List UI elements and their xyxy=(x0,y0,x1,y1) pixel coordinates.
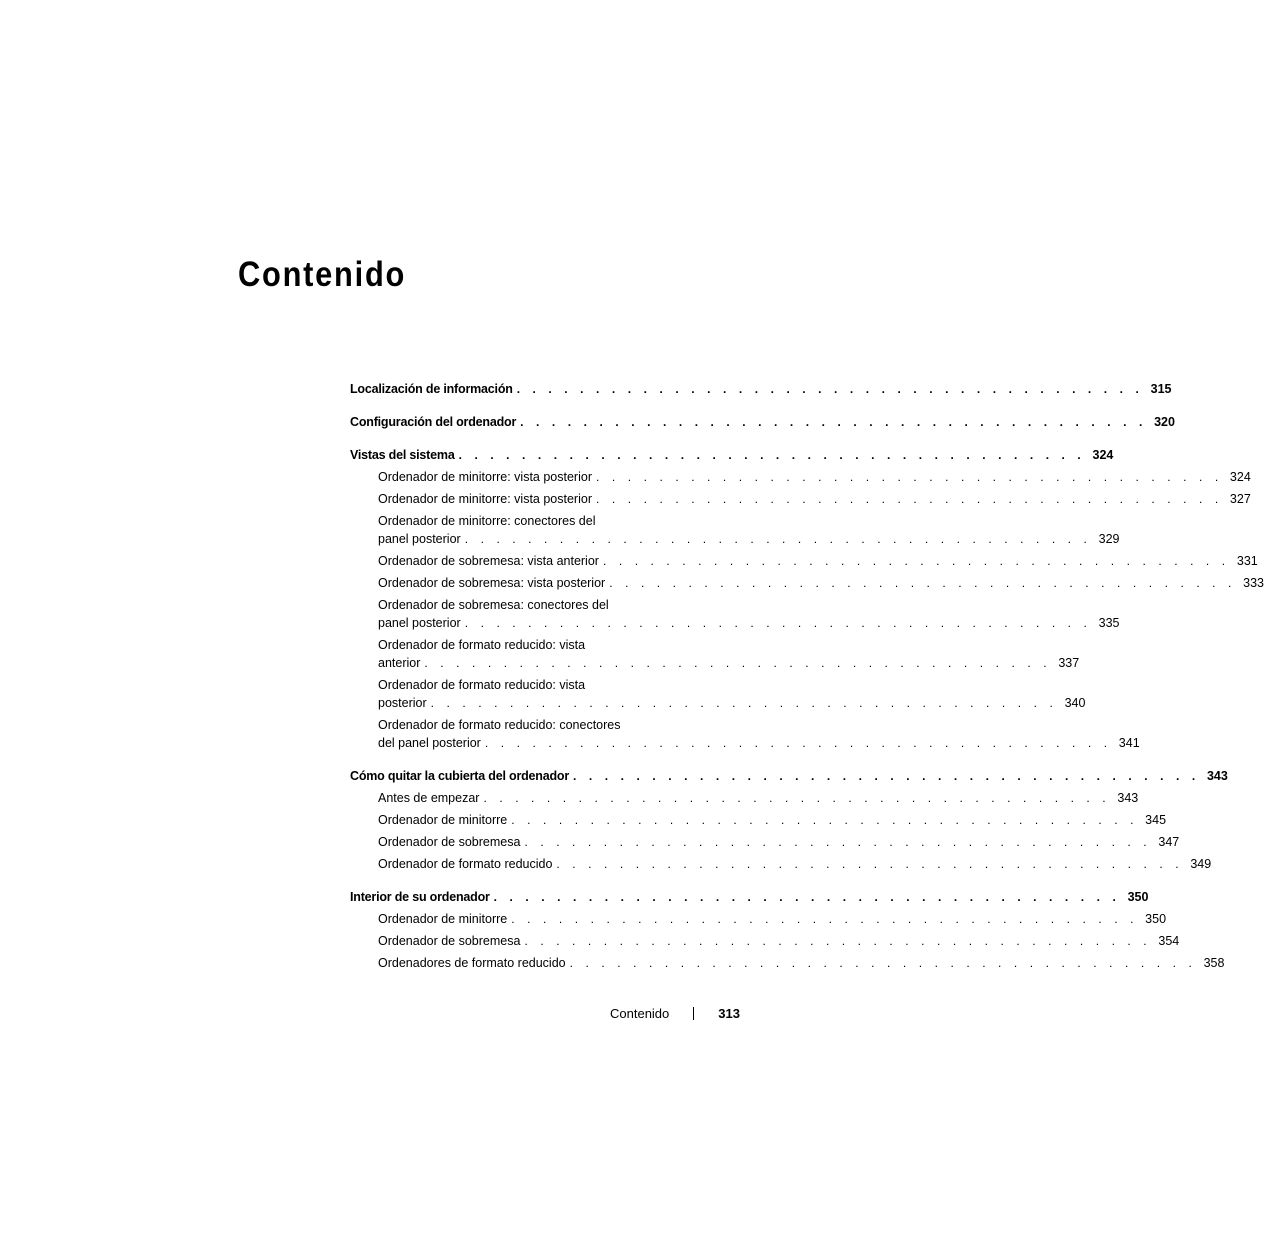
dot-leader: . . . . . . . . . . . . . . . . . . . . . . . . . . . . . . . . . . . . . . . . xyxy=(573,769,1200,783)
toc-subentry-label[interactable]: Ordenador de sobremesa xyxy=(378,835,521,849)
toc-section-heading-page-number[interactable]: 350 xyxy=(1127,890,1149,904)
dot-leader: . . . . . . . . . . . . . . . . . . . . . . . . . . . . . . . . . . . . . . . . xyxy=(430,696,1058,710)
toc-subentry-row[interactable] xyxy=(378,932,1180,950)
toc-subentry-label[interactable]: Ordenadores de formato reducido xyxy=(378,956,566,970)
toc-subentry-label[interactable]: Ordenador de sobremesa xyxy=(378,934,521,948)
toc-subentry-row[interactable] xyxy=(378,654,1080,672)
toc-subentry-row[interactable] xyxy=(378,811,1167,829)
dot-leader: . . . . . . . . . . . . . . . . . . . . . . . . . . . . . . . . . . . . . . . . xyxy=(484,736,1112,750)
page-footer xyxy=(610,1006,740,1021)
dot-leader: . . . . . . . . . . . . . . . . . . . . . . . . . . . . . . . . . . . . . . . . xyxy=(458,448,1086,462)
toc-subentry-page-number[interactable]: 329 xyxy=(1098,532,1120,546)
toc-subentry-page-number[interactable]: 358 xyxy=(1203,956,1225,970)
toc-subentry-row[interactable] xyxy=(378,552,1258,570)
toc-subentry-page-number[interactable]: 343 xyxy=(1117,791,1139,805)
toc-section-heading-row[interactable] xyxy=(350,446,1114,464)
toc-section-heading-page-number[interactable]: 324 xyxy=(1092,448,1114,462)
toc-subentry-row[interactable] xyxy=(378,734,1140,752)
toc-subentry-page-number[interactable]: 349 xyxy=(1190,857,1212,871)
dot-leader: . . . . . . . . . . . . . . . . . . . . . . . . . . . . . . . . . . . . . . . . xyxy=(464,532,1092,546)
toc-subentry xyxy=(378,811,1167,829)
toc-section-heading-page-number[interactable]: 320 xyxy=(1154,415,1175,429)
toc-subentry-label[interactable]: anterior xyxy=(378,656,421,670)
footer-divider xyxy=(693,1007,694,1020)
toc-subentry-first-line[interactable]: Ordenador de sobremesa: conectores del xyxy=(378,598,609,612)
toc-subentry-list xyxy=(350,910,1225,972)
toc-subentry-row[interactable] xyxy=(378,468,1251,486)
toc-subentry-label[interactable]: del panel posterior xyxy=(378,736,481,750)
toc-subentry xyxy=(378,716,1140,752)
toc-section-heading-label[interactable]: Configuración del ordenador xyxy=(350,415,517,429)
toc-subentry xyxy=(378,855,1212,873)
toc-subentry-label[interactable]: Ordenador de formato reducido xyxy=(378,857,553,871)
toc-subentry-row[interactable] xyxy=(378,789,1139,807)
toc-subentry-row[interactable] xyxy=(378,910,1167,928)
toc-subentry-label[interactable]: panel posterior xyxy=(378,616,461,630)
toc-subentry-page-number[interactable]: 335 xyxy=(1098,616,1120,630)
toc-subentry xyxy=(378,490,1251,508)
toc-subentry-page-number[interactable]: 327 xyxy=(1229,492,1251,506)
dot-leader: . . . . . . . . . . . . . . . . . . . . . . . . . . . . . . . . . . . . . . . . xyxy=(595,470,1223,484)
toc-subentry-row[interactable] xyxy=(378,614,1120,632)
toc-subentry-first-line[interactable]: Ordenador de minitorre: conectores del xyxy=(378,514,596,528)
toc-section-heading-row[interactable] xyxy=(350,380,1172,398)
dot-leader: . . . . . . . . . . . . . . . . . . . . . . . . . . . . . . . . . . . . . . . . xyxy=(520,415,1147,429)
dot-leader: . . . . . . . . . . . . . . . . . . . . . . . . . . . . . . . . . . . . . . . . xyxy=(524,835,1152,849)
toc-subentry-page-number[interactable]: 331 xyxy=(1236,554,1258,568)
toc-subentry xyxy=(378,932,1180,950)
toc-subentry-page-number[interactable]: 345 xyxy=(1145,813,1167,827)
toc-subentry-list xyxy=(350,468,1264,752)
toc-section-heading-page-number[interactable]: 315 xyxy=(1150,382,1172,396)
toc-subentry xyxy=(378,954,1225,972)
toc-subentry-page-number[interactable]: 350 xyxy=(1145,912,1167,926)
footer-page-number: 313 xyxy=(718,1006,740,1021)
toc-subentry-first-line[interactable]: Ordenador de formato reducido: vista xyxy=(378,638,586,652)
dot-leader: . . . . . . . . . . . . . . . . . . . . . . . . . . . . . . . . . . . . . . . . xyxy=(602,554,1230,568)
toc-subentry-label[interactable]: Ordenador de minitorre: vista posterior xyxy=(378,492,592,506)
toc-section-heading-row[interactable] xyxy=(350,767,1228,785)
toc-subentry-page-number[interactable]: 341 xyxy=(1118,736,1140,750)
toc-subentry-row[interactable] xyxy=(378,574,1264,592)
table-of-contents xyxy=(350,380,1264,987)
toc-subentry-first-line[interactable]: Ordenador de formato reducido: conectores xyxy=(378,718,621,732)
toc-subentry-label[interactable]: Antes de empezar xyxy=(378,791,480,805)
toc-subentry xyxy=(378,596,1120,632)
toc-subentry-row[interactable] xyxy=(378,490,1251,508)
toc-section-heading-page-number[interactable]: 343 xyxy=(1206,769,1228,783)
dot-leader: . . . . . . . . . . . . . . . . . . . . . . . . . . . . . . . . . . . . . . . . xyxy=(609,576,1236,590)
dot-leader: . . . . . . . . . . . . . . . . . . . . . . . . . . . . . . . . . . . . . . . . xyxy=(595,492,1223,506)
toc-section xyxy=(350,767,1228,873)
toc-subentry xyxy=(378,468,1251,486)
toc-section xyxy=(350,380,1172,398)
toc-subentry-label[interactable]: posterior xyxy=(378,696,427,710)
toc-subentry-page-number[interactable]: 340 xyxy=(1064,696,1086,710)
toc-section-heading-label[interactable]: Localización de información xyxy=(350,382,513,396)
dot-leader: . . . . . . . . . . . . . . . . . . . . . . . . . . . . . . . . . . . . . . . . xyxy=(511,912,1139,926)
dot-leader: . . . . . . . . . . . . . . . . . . . . . . . . . . . . . . . . . . . . . . . . xyxy=(556,857,1184,871)
toc-subentry-page-number[interactable]: 354 xyxy=(1158,934,1180,948)
toc-subentry-row[interactable] xyxy=(378,833,1180,851)
toc-subentry-page-number[interactable]: 324 xyxy=(1229,470,1251,484)
toc-subentry xyxy=(378,512,1120,548)
dot-leader: . . . . . . . . . . . . . . . . . . . . . . . . . . . . . . . . . . . . . . . . xyxy=(464,616,1092,630)
toc-subentry-label[interactable]: Ordenador de sobremesa: vista posterior xyxy=(378,576,606,590)
toc-section-heading-label[interactable]: Interior de su ordenador xyxy=(350,890,490,904)
toc-subentry-list xyxy=(350,789,1212,873)
dot-leader: . . . . . . . . . . . . . . . . . . . . . . . . . . . . . . . . . . . . . . . . xyxy=(516,382,1144,396)
toc-subentry-label[interactable]: Ordenador de minitorre xyxy=(378,912,508,926)
dot-leader: . . . . . . . . . . . . . . . . . . . . . . . . . . . . . . . . . . . . . . . . xyxy=(524,934,1152,948)
toc-section xyxy=(350,888,1225,972)
dot-leader: . . . . . . . . . . . . . . . . . . . . . . . . . . . . . . . . . . . . . . . . xyxy=(511,813,1139,827)
toc-subentry xyxy=(378,552,1258,570)
dot-leader: . . . . . . . . . . . . . . . . . . . . . . . . . . . . . . . . . . . . . . . . xyxy=(483,791,1111,805)
toc-subentry-label[interactable]: Ordenador de minitorre xyxy=(378,813,508,827)
toc-subentry-label[interactable]: Ordenador de sobremesa: vista anterior xyxy=(378,554,599,568)
toc-section-heading-row[interactable] xyxy=(350,413,1175,431)
toc-subentry xyxy=(378,833,1180,851)
toc-section-heading-label[interactable]: Cómo quitar la cubierta del ordenador xyxy=(350,769,570,783)
toc-subentry-page-number[interactable]: 337 xyxy=(1058,656,1080,670)
toc-subentry xyxy=(378,636,1080,672)
toc-subentry-row[interactable] xyxy=(378,530,1120,548)
toc-subentry-row[interactable] xyxy=(378,694,1086,712)
toc-subentry-row[interactable] xyxy=(378,855,1212,873)
page-title: Contenido xyxy=(238,255,407,294)
dot-leader: . . . . . . . . . . . . . . . . . . . . . . . . . . . . . . . . . . . . . . . . xyxy=(424,656,1052,670)
toc-subentry-label[interactable]: Ordenador de minitorre: vista posterior xyxy=(378,470,592,484)
toc-subentry-page-number[interactable]: 347 xyxy=(1158,835,1180,849)
toc-subentry xyxy=(378,676,1086,712)
toc-subentry-page-number[interactable]: 333 xyxy=(1243,576,1264,590)
dot-leader: . . . . . . . . . . . . . . . . . . . . . . . . . . . . . . . . . . . . . . . . xyxy=(569,956,1197,970)
toc-section xyxy=(350,413,1175,431)
toc-subentry xyxy=(378,789,1139,807)
footer-label: Contenido xyxy=(610,1006,670,1021)
toc-subentry xyxy=(378,910,1167,928)
toc-subentry-first-line[interactable]: Ordenador de formato reducido: vista xyxy=(378,678,586,692)
toc-section-heading-label[interactable]: Vistas del sistema xyxy=(350,448,455,462)
dot-leader: . . . . . . . . . . . . . . . . . . . . . . . . . . . . . . . . . . . . . . . . xyxy=(493,890,1121,904)
toc-subentry xyxy=(378,574,1264,592)
toc-section-heading-row[interactable] xyxy=(350,888,1149,906)
toc-subentry-row[interactable] xyxy=(378,954,1225,972)
toc-subentry-label[interactable]: panel posterior xyxy=(378,532,461,546)
toc-section xyxy=(350,446,1264,752)
